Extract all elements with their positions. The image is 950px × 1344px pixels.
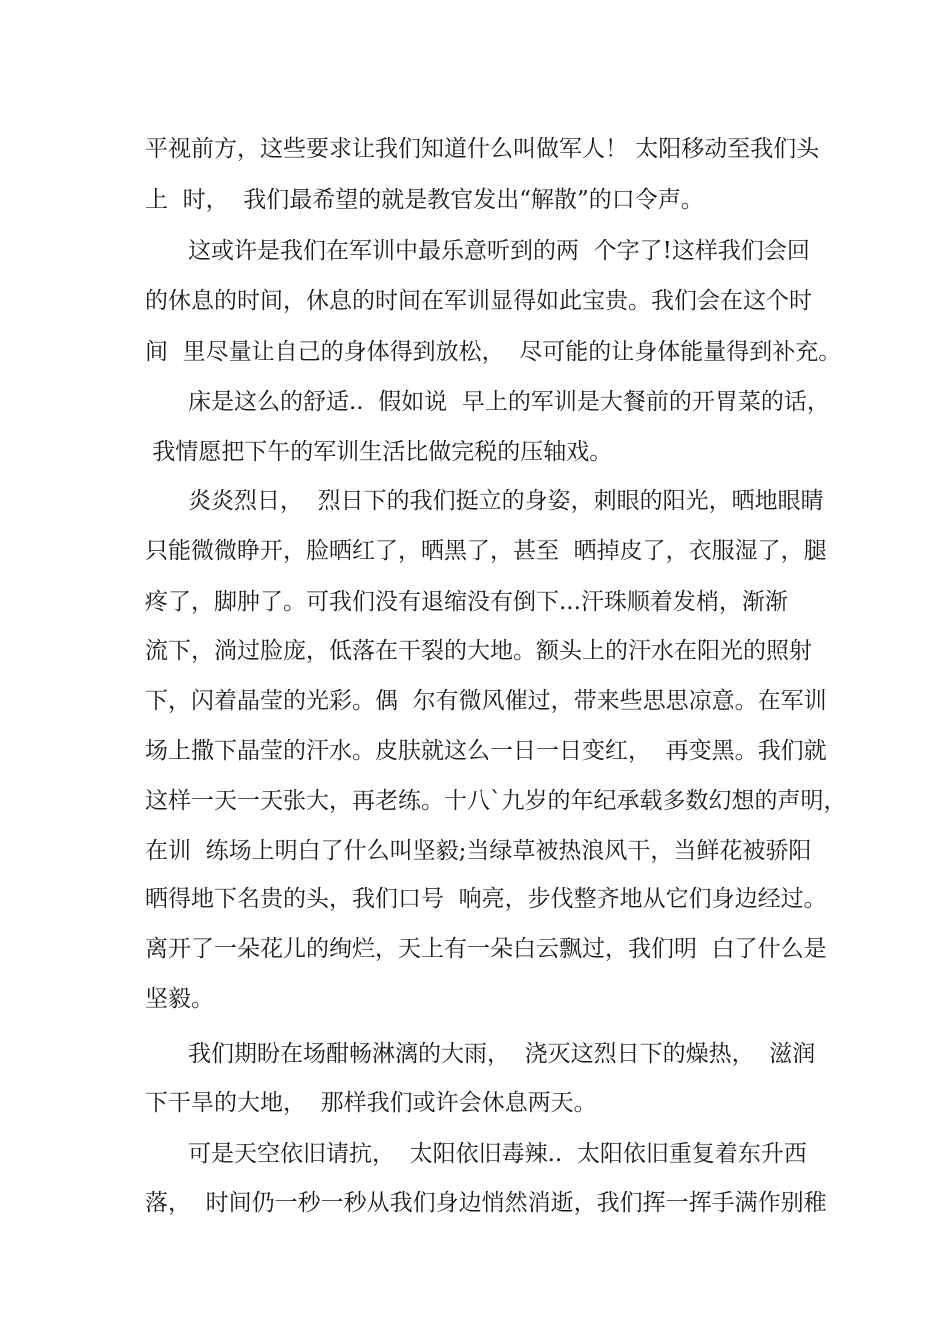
text-line: 的休息的时间，休息的时间在军训显得如此宝贵。我们会在这个时: [145, 288, 812, 314]
text-line: 在训 练场上明白了什么叫坚毅;当绿草被热浪风干，当鲜花被骄阳: [145, 838, 812, 864]
text-line: 上 时， 我们最希望的就是教官发出“解散”的口令声。: [145, 187, 704, 213]
text-line: 场上撒下晶莹的汗水。皮肤就这么一日一日变红， 再变黑。我们就: [145, 738, 827, 764]
text-line: 流下，淌过脸庞，低落在干裂的大地。额头上的汗水在阳光的照射: [145, 638, 812, 664]
text-line: 只能微微睁开，脸晒红了，晒黑了，甚至 晒掉皮了，衣服湿了，腿: [145, 538, 827, 564]
paragraph-start-line: 床是这么的舒适.. 假如说 早上的军训是大餐前的开胃菜的话，: [188, 389, 830, 415]
paragraph-start-line: 我们期盼在场酣畅淋漓的大雨， 浇灭这烈日下的燥热， 滋润: [188, 1041, 816, 1067]
text-line: 落， 时间仍一秒一秒从我们身边悄然消逝，我们挥一挥手满作别稚: [145, 1190, 827, 1216]
text-line: 我情愿把下午的军训生活比做完税的压轴戏。: [145, 439, 613, 465]
text-line: 疼了，脚肿了。可我们没有退缩没有倒下...汗珠顺着发梢，渐渐: [145, 589, 788, 615]
text-line: 这样一天一天张大，再老练。十八`九岁的年纪承载多数幻想的声明，: [145, 788, 847, 814]
text-line: 离开了一朵花儿的绚烂，天上有一朵白云飘过，我们明 白了什么是: [145, 936, 827, 962]
text-line: 坚毅。: [145, 986, 214, 1012]
paragraph-start-line: 可是天空依旧请抗， 太阳依旧毒辣.. 太阳依旧重复着东升西: [188, 1141, 807, 1167]
text-line: 下，闪着晶莹的光彩。偶 尔有微风催过，带来些思思凉意。在军训: [145, 688, 827, 714]
paragraph-start-line: 这或许是我们在军训中最乐意听到的两 个字了!这样我们会回: [188, 238, 810, 264]
paragraph-start-line: 炎炎烈日， 烈日下的我们挺立的身姿，刺眼的阳光，晒地眼睛: [188, 488, 824, 514]
text-line: 晒得地下名贵的头，我们口号 响亮，步伐整齐地从它们身边经过。: [145, 886, 827, 912]
text-line: 间 里尽量让自己的身体得到放松， 尽可能的让身体能量得到补充。: [145, 339, 842, 365]
text-line: 平视前方，这些要求让我们知道什么叫做军人！ 太阳移动至我们头: [145, 136, 820, 162]
text-line: 下干旱的大地， 那样我们或许会休息两天。: [145, 1090, 597, 1116]
